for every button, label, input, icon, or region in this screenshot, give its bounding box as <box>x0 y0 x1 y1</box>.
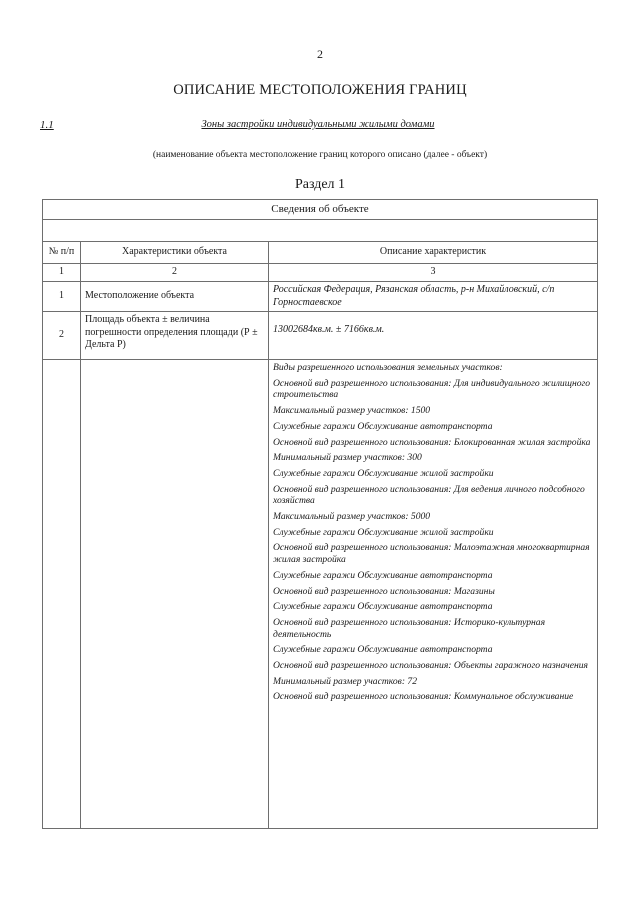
usage-line: Максимальный размер участков: 1500 <box>273 405 431 417</box>
usage-list <box>269 360 598 829</box>
usage-line: Основной вид разрешенного использования: Коммунальное обслуживание <box>273 691 574 703</box>
usage-line: Основной вид разрешенного использования: Объекты гаражного назначения <box>273 660 588 672</box>
object-info-table <box>42 199 598 829</box>
usage-line: Основной вид разрешенного использования: Малоэтажная многоквартирная жилая застройка <box>273 542 590 566</box>
usage-row <box>43 360 598 829</box>
usage-line: Служебные гаражи Обслуживание жилой застройки <box>273 526 494 538</box>
col-header-description: Описание характеристик <box>269 242 598 264</box>
row-number: 2 <box>43 312 81 360</box>
object-line <box>40 119 600 135</box>
usage-line: Максимальный размер участков: 5000 <box>273 511 431 523</box>
row-description: Российская Федерация, Рязанская область, р-н Михайловский, с/п Горностаевское <box>269 282 598 312</box>
col-number-3: 3 <box>269 264 598 282</box>
row-characteristic: Площадь объекта ± величина погрешности определения площади (Р ± Дельта Р) <box>81 312 269 360</box>
column-header-row <box>43 242 598 264</box>
table-spacer-row <box>43 220 598 242</box>
usage-line: Основной вид разрешенного использования: Блокированная жилая застройка <box>273 436 591 448</box>
usage-line: Основной вид разрешенного использования: Для ведения личного подсобного хозяйства <box>273 483 585 507</box>
usage-line: Минимальный размер участков: 72 <box>273 675 418 687</box>
column-number-row <box>43 264 598 282</box>
col-header-characteristic: Характеристики объекта <box>81 242 269 264</box>
usage-line: Минимальный размер участков: 300 <box>273 452 422 464</box>
usage-line: Основной вид разрешенного использования: Магазины <box>273 585 495 597</box>
usage-line: Служебные гаражи Обслуживание жилой застройки <box>273 467 494 479</box>
usage-num-cell <box>43 360 81 829</box>
usage-line: Служебные гаражи Обслуживание автотранспорта <box>273 420 493 432</box>
row-number: 1 <box>43 282 81 312</box>
usage-line: Основной вид разрешенного использования: Для индивидуального жилищного строительства <box>273 377 591 401</box>
usage-name-cell <box>81 360 269 829</box>
document-title: ОПИСАНИЕ МЕСТОПОЛОЖЕНИЯ ГРАНИЦ <box>173 82 467 98</box>
row-characteristic: Местоположение объекта <box>81 282 269 312</box>
object-name: Зоны застройки индивидуальными жилыми домами <box>201 119 435 130</box>
usage-line: Служебные гаражи Обслуживание автотранспорта <box>273 569 493 581</box>
col-number-2: 2 <box>81 264 269 282</box>
row-description: 13002684кв.м. ± 7166кв.м. <box>269 312 598 360</box>
col-number-1: 1 <box>43 264 81 282</box>
usage-line: Виды разрешенного использования земельных участков: <box>273 362 503 373</box>
table-row <box>43 282 598 312</box>
table-row <box>43 312 598 360</box>
usage-line: Основной вид разрешенного использования: Историко-культурная деятельность <box>273 616 546 640</box>
table-header: Сведения об объекте <box>43 200 598 220</box>
section-title: Раздел 1 <box>294 177 346 192</box>
col-header-num: № п/п <box>43 242 81 264</box>
object-number: 1.1 <box>40 119 54 131</box>
usage-line: Служебные гаражи Обслуживание автотранспорта <box>273 644 493 656</box>
object-caption: (наименование объекта местоположение границ которого описано (далее - объект) <box>152 150 488 160</box>
usage-line: Служебные гаражи Обслуживание автотранспорта <box>273 601 493 613</box>
page-number: 2 <box>317 47 323 61</box>
